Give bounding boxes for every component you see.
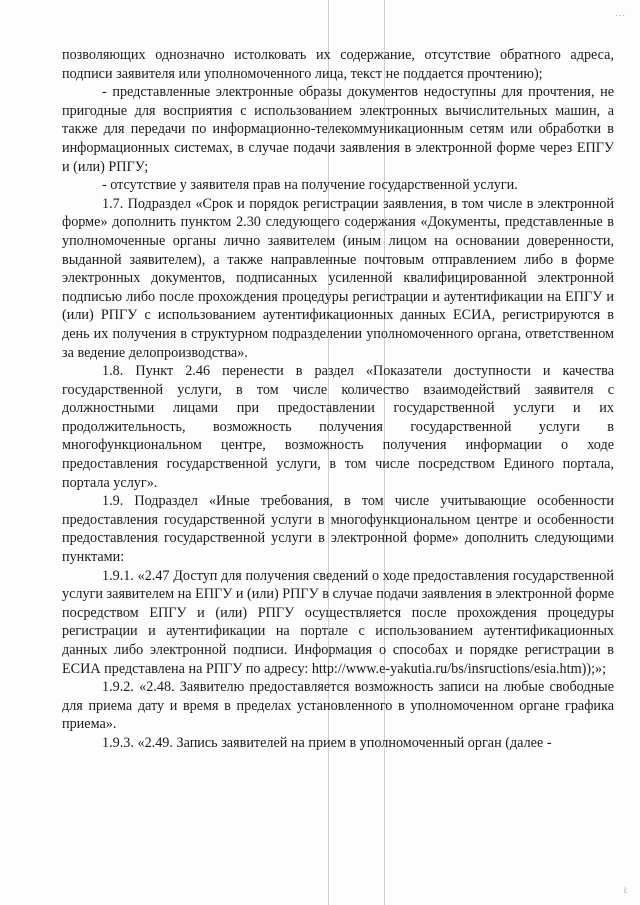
paragraph: - представленные электронные образы документов недоступны для прочтения, не пригодные для восприятия с использованием электронных вычислительных машин, а также для передачи по информационно-телекоммуникационным сетям или обработки в информационных системах, в случае подачи заявления в электронной форме через ЕПГУ и (или) РПГУ; — [62, 84, 614, 175]
paragraph: - отсутствие у заявителя прав на получение государственной услуги. — [102, 177, 518, 194]
document-body — [62, 46, 614, 753]
paragraph: позволяющих однозначно истолковать их содержание, отсутствие обратного адреса, подписи заявителя или уполномоченного лица, текст не поддается прочтению); — [62, 47, 614, 82]
paragraph: 1.8. Пункт 2.46 перенести в раздел «Показатели доступности и качества государственной услуги, в том числе количество взаимодействий заявителя с должностными лицами при предоставлении государственной услуги и их продолжительность, возможность получения государственной услуги в многофункциональном центре, возможность получения информации о ходе предоставления государственной услуги, в том числе посредством Единого портала, портала услуг». — [62, 363, 614, 491]
paragraph: 1.9.2. «2.48. Заявителю предоставляется возможность записи на любые свободные для приема дату и время в пределах установленного в уполномоченном органе графика приема». — [62, 679, 614, 733]
footer-mark: i: — [624, 886, 628, 895]
paragraph: 1.9.1. «2.47 Доступ для получения сведений о ходе предоставления государственной услуги заявителем на ЕПГУ и (или) РПГУ в случае подачи заявления в электронной форме посредством ЕПГУ и (или) РПГУ осуществляется после прохождения процедуры регистрации и аутентификации на портале с использованием аутентификационных данных либо электронной подписи. Информация о способах и порядке регистрации в ЕСИА представлена на РПГУ по адресу: http://www.e-yakutia.ru/bs/insructions/esia.htm));»; — [62, 567, 614, 677]
paragraph: 1.9. Подраздел «Иные требования, в том числе учитывающие особенности предоставления государственной услуги в многофункциональном центре и особенности предоставления государственной услуги в электронной форме» дополнить следующими пунктами: — [62, 493, 614, 566]
paragraph: 1.9.3. «2.49. Запись заявителей на прием в уполномоченный орган (далее - — [102, 734, 552, 751]
paragraph: 1.7. Подраздел «Срок и порядок регистрации заявления, в том числе в электронной форме» дополнить пунктом 2.30 следующего содержания «Документы, представленные в уполномоченные органы лично заявителем (иным лицом на основании доверенности, выданной заявителем), а также направленные почтовым отправлением либо в форме электронных документов, подписанных усиленной квалифицированной электронной подписью либо после прохождения процедуры регистрации и аутентификации на ЕПГУ и (или) РПГУ с использованием аутентификационных данных ЕСИА, регистрируются в день их получения в структурном подразделении уполномоченного органа, ответственном за ведение делопроизводства». — [62, 195, 614, 361]
header-mark: ... — [615, 8, 626, 18]
